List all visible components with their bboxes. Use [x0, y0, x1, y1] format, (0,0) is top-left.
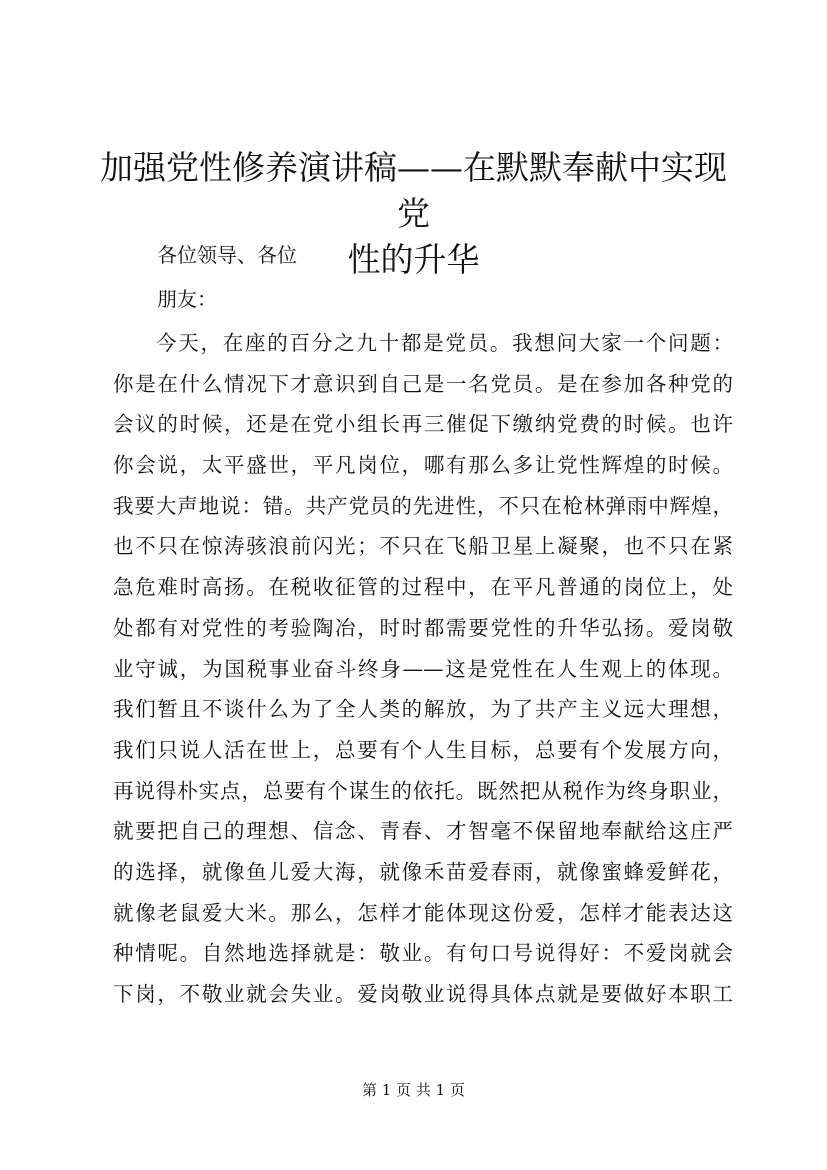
body-line: 的选择，就像鱼儿爱大海，就像禾苗爱春雨，就像蜜蜂爱鲜花，	[113, 859, 733, 884]
body-line: 再说得朴实点，总要有个谋生的依托。既然把从税作为终身职业，	[113, 778, 733, 803]
body-paragraph	[113, 323, 733, 1015]
body-line: 我要大声地说：错。共产党员的先进性，不只在枪林弹雨中辉煌，	[113, 493, 733, 518]
body-line: 就像老鼠爱大米。那么，怎样才能体现这份爱，怎样才能表达这	[113, 900, 733, 925]
title-line-2: 性的升华	[347, 240, 480, 279]
body-line: 业守诚，为国税事业奋斗终身——这是党性在人生观上的体现。	[113, 656, 733, 681]
salutation-line-1: 各位领导、各位	[157, 243, 297, 267]
body-line: 下岗，不敬业就会失业。爱岗敬业说得具体点就是要做好本职工	[113, 982, 733, 1006]
page-footer: 第 1 页 共 1 页	[362, 1081, 465, 1099]
title-line-1: 加强党性修养演讲稿——在默默奉献中实现党	[100, 148, 727, 233]
body-line: 种情呢。自然地选择就是：敬业。有句口号说得好：不爱岗就会	[113, 941, 733, 966]
body-line: 处都有对党性的考验陶冶，时时都需要党性的升华弘扬。爱岗敬	[113, 615, 733, 640]
body-line: 也不只在惊涛骇浪前闪光；不只在飞船卫星上凝聚，也不只在紧	[113, 534, 733, 559]
salutation-line-2: 朋友：	[157, 287, 217, 311]
body-line: 我们只说人活在世上，总要有个人生目标，总要有个发展方向，	[113, 737, 733, 762]
body-line: 就要把自己的理想、信念、青春、才智毫不保留地奉献给这庄严	[113, 819, 733, 844]
body-line: 今天，在座的百分之九十都是党员。我想问大家一个问题：	[156, 331, 733, 355]
body-line: 急危难时高扬。在税收征管的过程中，在平凡普通的岗位上，处	[113, 575, 733, 600]
body-line: 我们暂且不谈什么为了全人类的解放，为了共产主义远大理想，	[113, 697, 733, 722]
body-line: 会议的时候，还是在党小组长再三催促下缴纳党费的时候。也许	[113, 412, 733, 437]
body-line: 你会说，太平盛世，平凡岗位，哪有那么多让党性辉煌的时候。	[113, 453, 733, 478]
body-line: 你是在什么情况下才意识到自己是一名党员。是在参加各种党的	[113, 371, 733, 396]
